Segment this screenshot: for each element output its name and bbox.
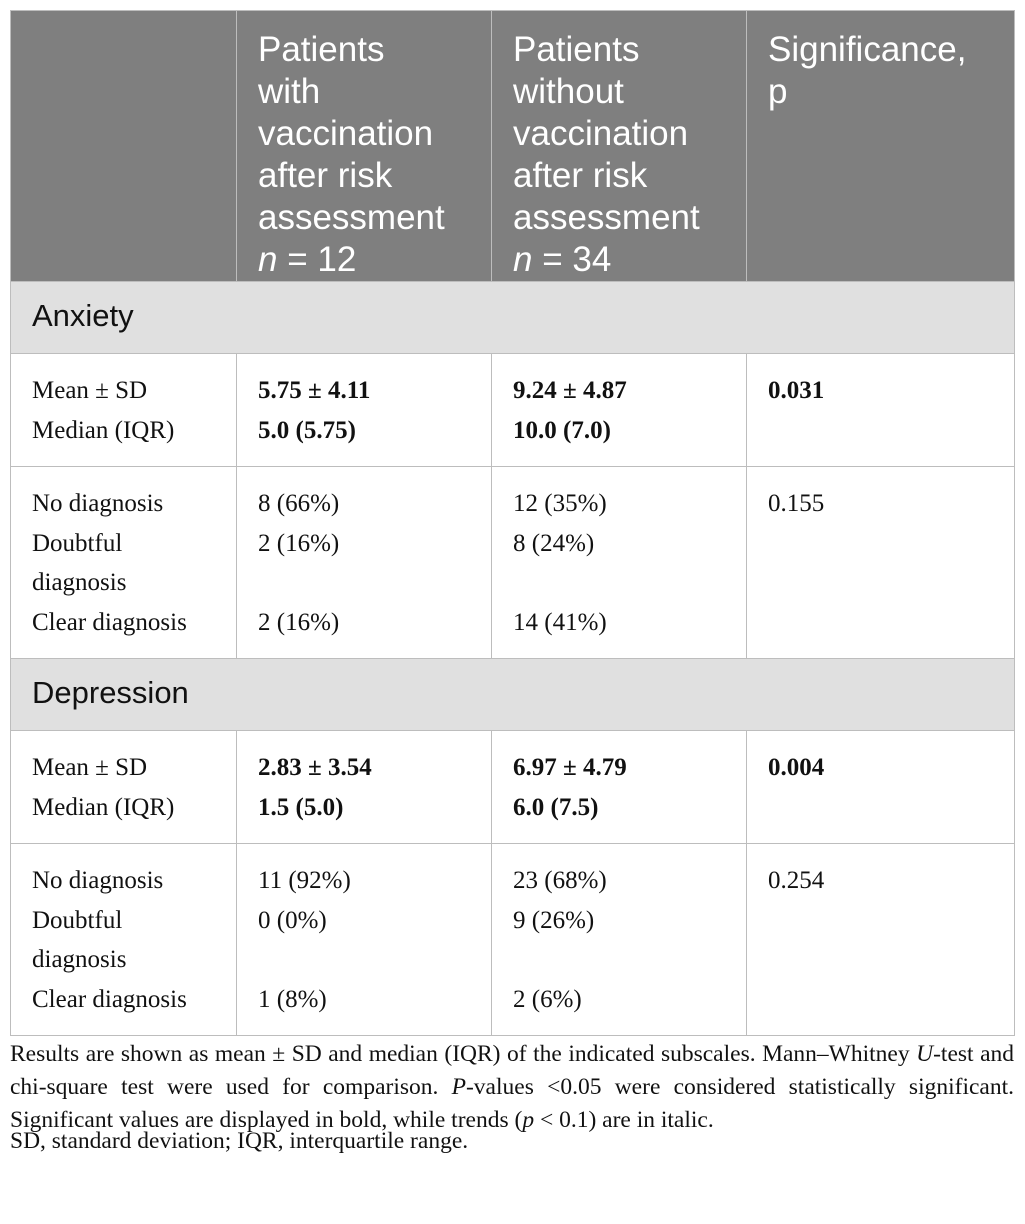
value-cell: 9 (26%) — [513, 906, 595, 934]
header-row — [11, 11, 1015, 282]
header-significance — [747, 11, 1015, 282]
value-cell: 10.0 (7.0) — [513, 416, 611, 444]
value-cell: 1 (8%) — [258, 985, 327, 1013]
p-value: 0.254 — [768, 867, 825, 894]
stats-p-value — [747, 731, 1015, 844]
stats-with-vaccination — [237, 731, 492, 844]
header-text-line: assessment — [513, 198, 700, 237]
stats-without-vaccination — [492, 731, 747, 844]
value-cell: 12 (35%) — [513, 490, 607, 517]
diagnosis-labels — [11, 467, 237, 659]
value-cell: 14 (41%) — [513, 608, 607, 636]
stats-p-value — [747, 354, 1015, 467]
footnote-text: Results are shown as mean ± SD and median (IQR) of the indicated subscales. Mann–Whitney — [10, 1041, 917, 1067]
stats-labels — [11, 354, 237, 467]
row-label: Mean ± SD — [32, 754, 148, 781]
stats-row-anxiety — [11, 354, 1015, 467]
value-cell: 5.75 ± 4.11 — [258, 377, 371, 404]
row-label: No diagnosis — [32, 490, 164, 517]
diagnosis-without-vaccination — [492, 467, 747, 659]
row-label: Doubtful — [32, 906, 123, 934]
n-value: = 34 — [532, 240, 612, 279]
diagnosis-with-vaccination — [237, 467, 492, 659]
value-cell: 1.5 (5.0) — [258, 793, 344, 821]
value-cell: 9.24 ± 4.87 — [513, 377, 627, 404]
footnote-text: < 0.1) are in italic. — [534, 1107, 714, 1133]
header-text-line: Patients — [513, 30, 640, 69]
diagnosis-row-anxiety — [11, 467, 1015, 659]
section-row-anxiety — [11, 282, 1015, 354]
header-text-line: vaccination — [513, 114, 689, 153]
row-label: Clear diagnosis — [32, 985, 187, 1013]
value-cell: 23 (68%) — [513, 867, 607, 894]
diagnosis-row-depression — [11, 844, 1015, 1036]
value-cell: 8 (24%) — [513, 529, 595, 557]
header-text-line: p — [768, 72, 788, 111]
row-label: No diagnosis — [32, 867, 164, 894]
row-label: diagnosis — [32, 569, 127, 596]
header-text-line: Significance, — [768, 30, 967, 69]
diagnosis-with-vaccination — [237, 844, 492, 1036]
footnote-text: -values <0.05 were considered statistically significant. Significant values are displayed in bold, while trends ( — [10, 1074, 1015, 1133]
stats-labels — [11, 731, 237, 844]
header-n-line — [513, 239, 726, 281]
header-text-line: with — [258, 72, 321, 111]
stats-row-depression — [11, 731, 1015, 844]
row-label: Median (IQR) — [32, 416, 175, 444]
n-symbol: n — [513, 240, 533, 279]
diagnosis-without-vaccination — [492, 844, 747, 1036]
footnote-italic-p: P — [451, 1074, 466, 1100]
header-text-line: Patients — [258, 30, 385, 69]
value-cell: 2 (16%) — [258, 529, 340, 557]
header-text-line: after risk — [513, 156, 648, 195]
value-cell: 8 (66%) — [258, 490, 340, 517]
value-cell: 6.0 (7.5) — [513, 793, 599, 821]
stats-with-vaccination — [237, 354, 492, 467]
header-without-vaccination — [492, 11, 747, 282]
header-empty-cell — [11, 11, 237, 282]
row-label: Median (IQR) — [32, 793, 175, 821]
section-title: Depression — [11, 659, 1015, 731]
row-label: Clear diagnosis — [32, 608, 187, 636]
value-cell — [513, 563, 726, 603]
value-cell: 2.83 ± 3.54 — [258, 754, 372, 781]
header-text-line: after risk — [258, 156, 393, 195]
results-table — [10, 10, 1015, 1036]
p-value: 0.155 — [768, 490, 825, 517]
header-text-line: without — [513, 72, 624, 111]
n-symbol: n — [258, 240, 278, 279]
header-text-line: assessment — [258, 198, 445, 237]
diagnosis-labels — [11, 844, 237, 1036]
value-cell: 11 (92%) — [258, 867, 351, 894]
footnote-italic-p: p — [522, 1107, 535, 1133]
footnote-italic-u: U — [916, 1041, 934, 1067]
abbreviations-note: SD, standard deviation; IQR, interquartile range. — [10, 1128, 469, 1154]
p-value: 0.031 — [768, 377, 825, 404]
row-label: diagnosis — [32, 946, 127, 973]
results-table-container — [10, 10, 1014, 1036]
stats-without-vaccination — [492, 354, 747, 467]
diagnosis-p-value — [747, 467, 1015, 659]
header-text-line: vaccination — [258, 114, 434, 153]
row-label: Mean ± SD — [32, 377, 148, 404]
value-cell: 5.0 (5.75) — [258, 416, 356, 444]
diagnosis-p-value — [747, 844, 1015, 1036]
value-cell: 6.97 ± 4.79 — [513, 754, 627, 781]
n-value: = 12 — [277, 240, 357, 279]
value-cell — [258, 940, 471, 980]
row-label: Doubtful — [32, 529, 123, 557]
section-row-depression — [11, 659, 1015, 731]
value-cell: 2 (16%) — [258, 608, 340, 636]
footnote-text: -test and chi-square test were used for comparison. — [10, 1041, 1015, 1100]
table-footnote — [10, 1038, 1014, 1137]
p-value: 0.004 — [768, 754, 825, 781]
value-cell: 0 (0%) — [258, 906, 327, 934]
value-cell: 2 (6%) — [513, 985, 582, 1013]
header-with-vaccination — [237, 11, 492, 282]
value-cell — [258, 563, 471, 603]
header-n-line — [258, 239, 471, 281]
value-cell — [513, 940, 726, 980]
section-title: Anxiety — [11, 282, 1015, 354]
